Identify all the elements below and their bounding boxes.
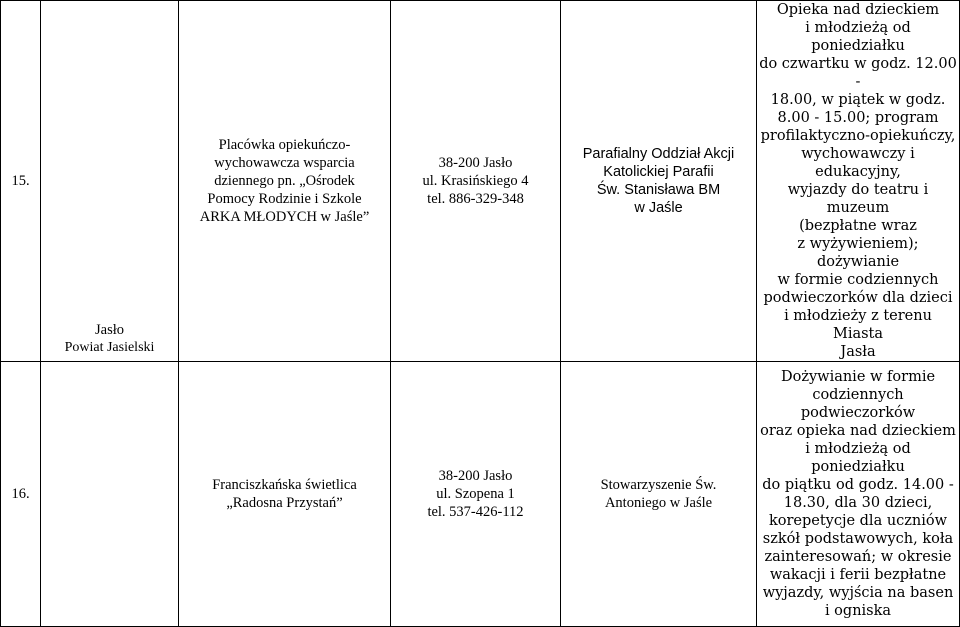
location-district: Powiat Jasielski [64, 340, 155, 355]
table-row [1, 362, 960, 627]
row-number: 15. [1, 1, 41, 362]
institution-address: 38-200 Jasło ul. Szopena 1 tel. 537-426-112 [391, 362, 561, 627]
row-number: 16. [1, 362, 41, 627]
institution-address: 38-200 Jasło ul. Krasińskiego 4 tel. 886-329-348 [391, 1, 561, 362]
table-row [1, 1, 960, 362]
service-description: Dożywianie w formie codziennych podwieczorków oraz opieka nad dzieckiem i młodzieżą od poniedziałku do piątku od godz. 14.00 - 18.30, dla 30 dzieci, korepetycje dla uczniów szkół podstawowych, koła zainteresowań; w okresie wakacji i ferii bezpłatne wyjazdy, wyjścia na basen i ogniska [757, 362, 960, 627]
institution-name: Placówka opiekuńczo- wychowawcza wsparcia dziennego pn. „Ośrodek Pomocy Rodzinie i Szkole ARKA MŁODYCH w Jaśle” [179, 1, 391, 362]
location-city: Jasło [95, 322, 124, 338]
institution-name: Franciszkańska świetlica „Radosna Przystań” [179, 362, 391, 627]
operator-name: Parafialny Oddział Akcji Katolickiej Parafii Św. Stanisława BM w Jaśle [561, 1, 757, 362]
location-cell [41, 1, 179, 362]
operator-name: Stowarzyszenie Św. Antoniego w Jaśle [561, 362, 757, 627]
location-cell [41, 362, 179, 627]
service-description: Opieka nad dzieckiem i młodzieżą od poniedziałku do czwartku w godz. 12.00 - 18.00, w piątek w godz. 8.00 - 15.00; program profilaktyczno-opiekuńczy, wychowawczy i edukacyjny, wyjazdy do teatru i muzeum (bezpłatne wraz z wyżywieniem); dożywianie w formie codziennych podwieczorków dla dzieci i młodzieży z terenu Miasta Jasła [757, 1, 960, 362]
